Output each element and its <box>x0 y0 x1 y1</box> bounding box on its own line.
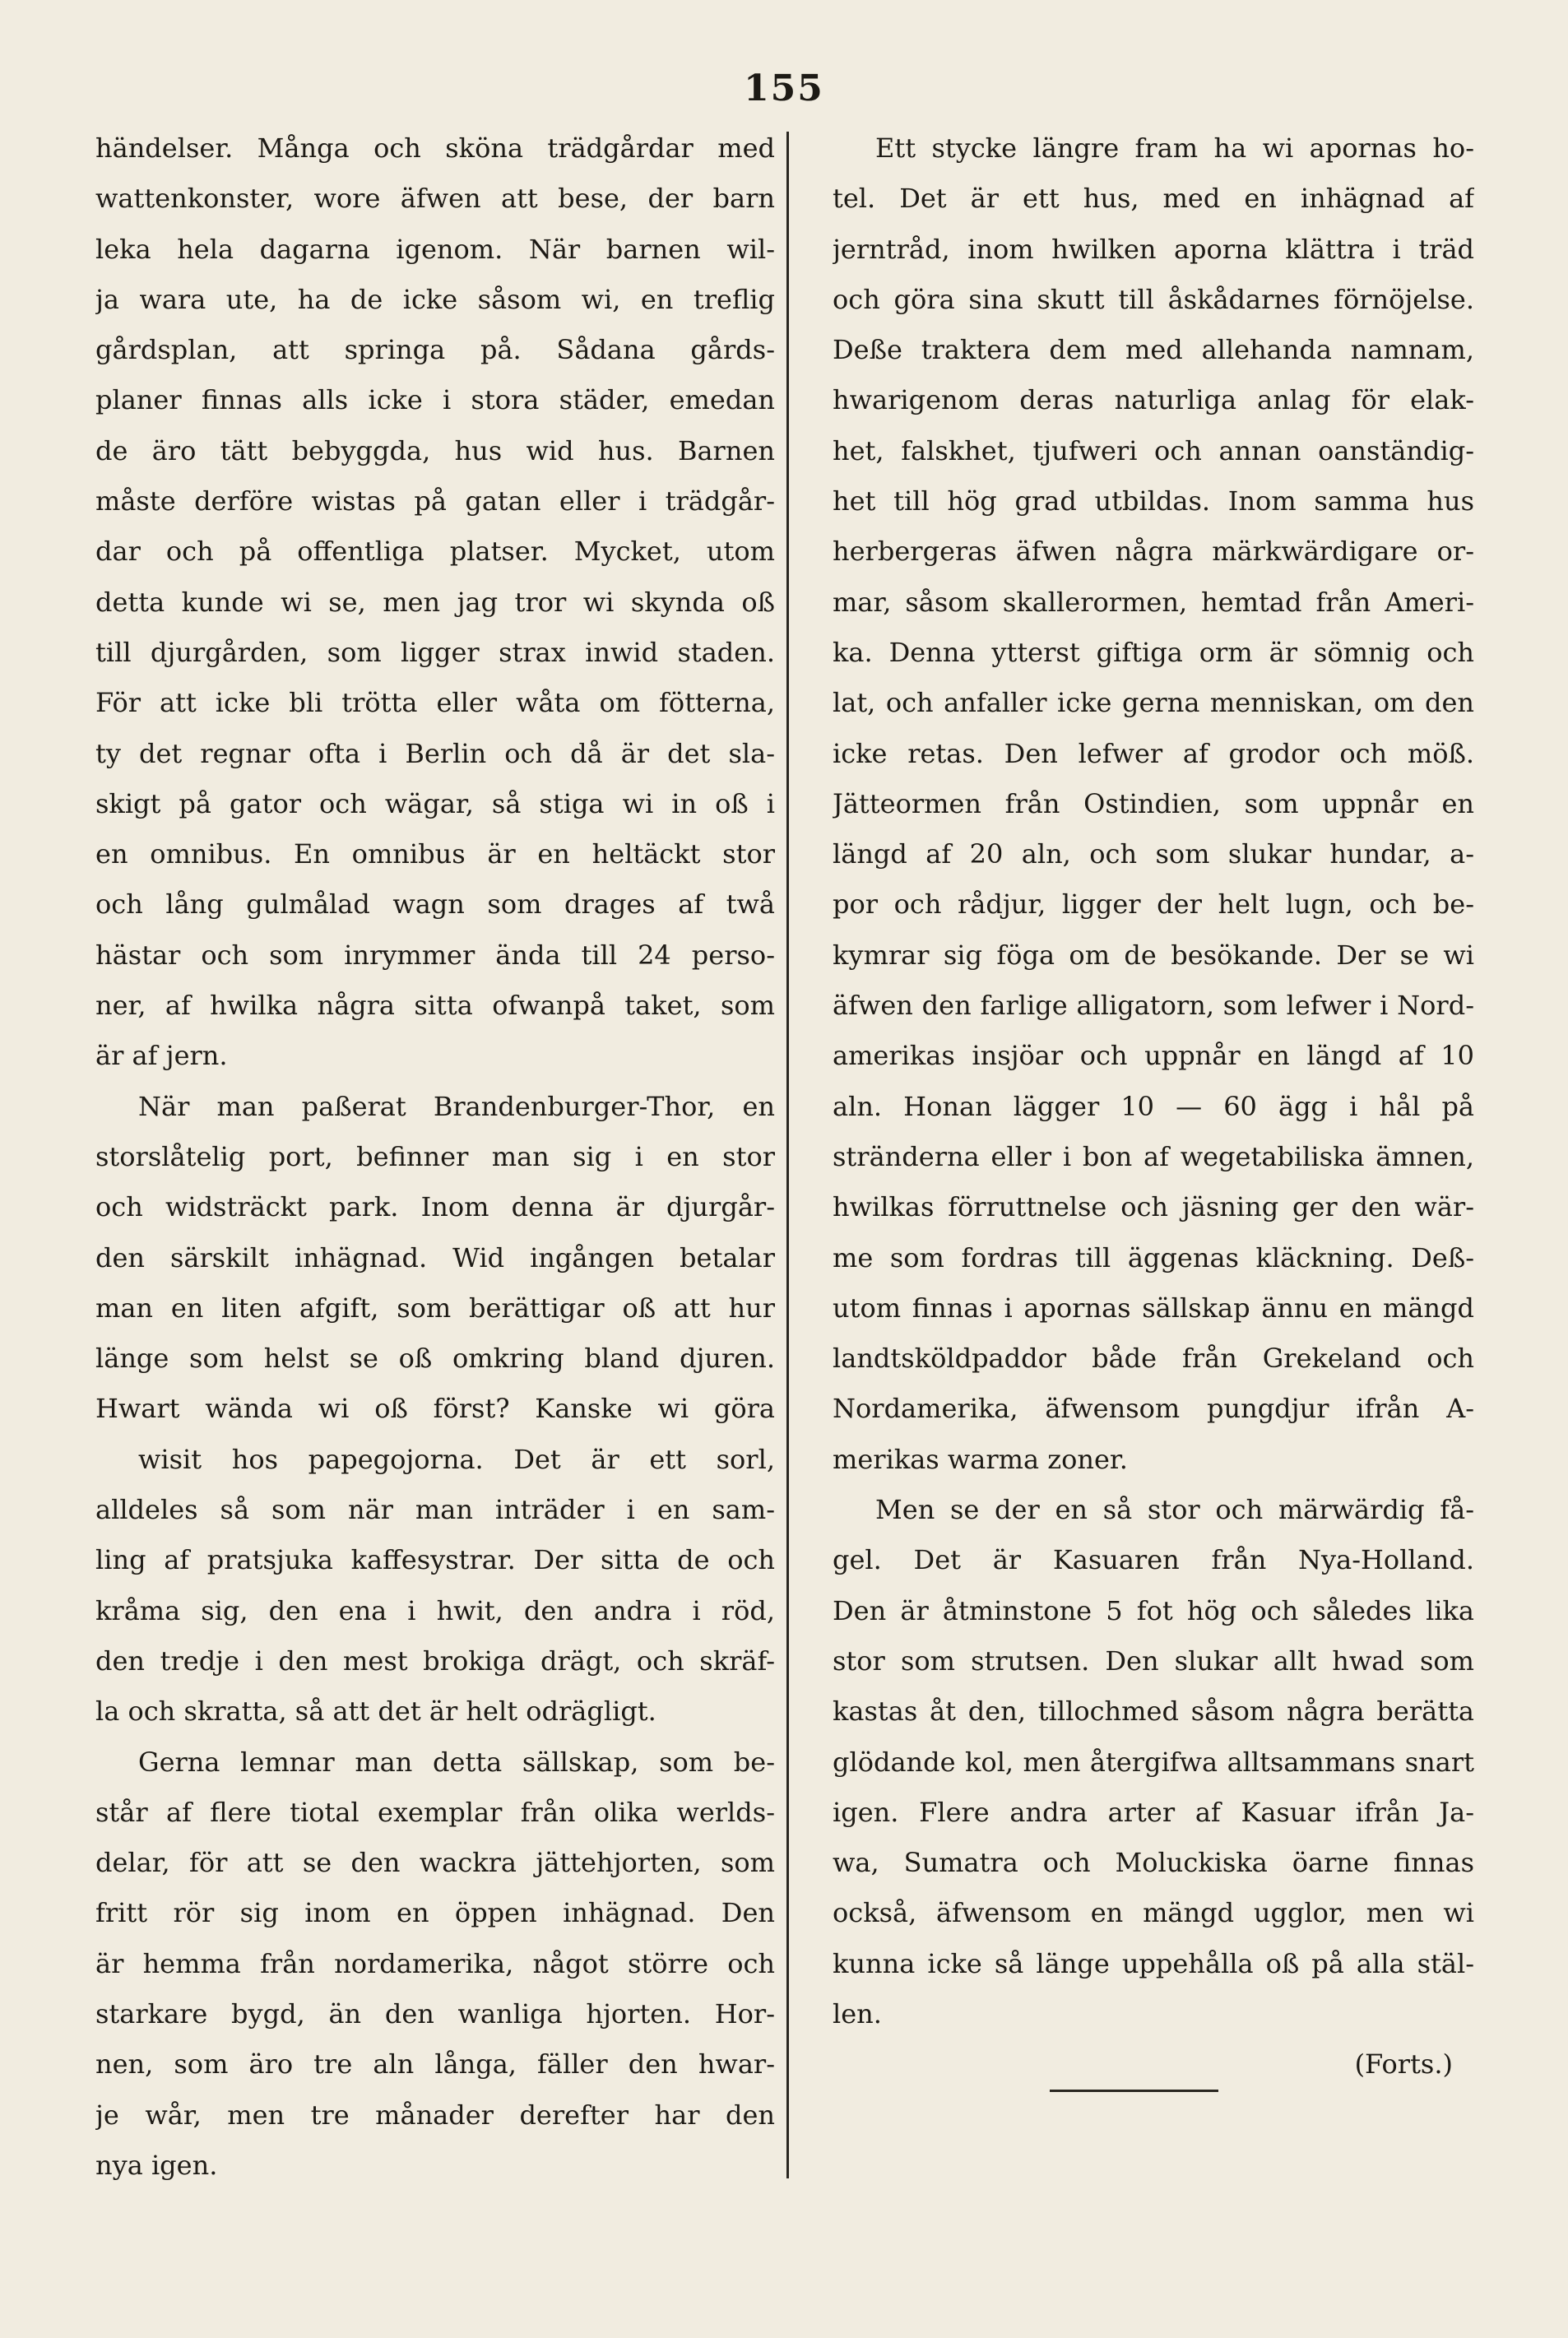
text-line: är af jern. <box>95 1040 228 1072</box>
text-line: wisit hos papegojorna. Det är ett sorl, <box>138 1443 775 1475</box>
text-line: mar, såsom skallerormen, hemtad från Ameri- <box>833 586 1474 618</box>
text-line: Men se der en så stor och märwärdig få- <box>875 1494 1474 1526</box>
text-line: händelser. Många och sköna trädgårdar med <box>95 132 775 164</box>
text-line: nya igen. <box>95 2149 218 2181</box>
text-line: igen. Flere andra arter af Kasuar ifrån Ja- <box>833 1796 1474 1828</box>
text-line: också, äfwensom en mängd ugglor, men wi <box>833 1897 1474 1929</box>
text-line: glödande kol, men återgifwa alltsammans snart <box>833 1746 1474 1778</box>
text-line: Den är åtminstone 5 fot hög och således lika <box>833 1594 1474 1626</box>
text-line: Jätteormen från Ostindien, som uppnår en <box>833 787 1474 819</box>
continuation-note: (Forts.) <box>1354 2048 1453 2081</box>
text-line: den särskilt inhägnad. Wid ingången betalar <box>95 1241 775 1273</box>
text-line: tel. Det är ett hus, med en inhägnad af <box>833 183 1474 215</box>
text-line: är hemma från nordamerika, något större och <box>95 1947 775 1979</box>
text-line: hästar och som inrymmer ända till 24 perso- <box>95 939 775 971</box>
text-line: lat, och anfaller icke gerna menniskan, om den <box>833 687 1474 719</box>
text-line: längd af 20 aln, och som slukar hundar, a- <box>833 838 1474 870</box>
text-line: ner, af hwilka några sitta ofwanpå taket, som <box>95 990 775 1022</box>
text-line: len. <box>833 1997 882 2030</box>
text-line: storslåtelig port, befinner man sig i en stor <box>95 1140 775 1172</box>
text-line: hwilkas förruttnelse och jäsning ger den wär- <box>833 1191 1474 1223</box>
text-line: icke retas. Den lefwer af grodor och möß. <box>833 737 1474 769</box>
text-line: När man paßerat Brandenburger-Thor, en <box>138 1090 775 1122</box>
text-line: kastas åt den, tillochmed såsom några berätta <box>833 1696 1474 1728</box>
text-line: Nordamerika, äfwensom pungdjur ifrån A- <box>833 1393 1474 1425</box>
text-line: Hwart wända wi oß först? Kanske wi göra <box>95 1393 775 1425</box>
text-line: Ett stycke längre fram ha wi apornas ho- <box>875 132 1474 164</box>
left-text-column <box>95 123 775 2191</box>
text-line: delar, för att se den wackra jättehjorten, som <box>95 1847 775 1879</box>
text-line: ja wara ute, ha de icke såsom wi, en treflig <box>95 283 775 315</box>
text-line: hwarigenom deras naturliga anlag för elak- <box>833 384 1474 416</box>
text-line: fritt rör sig inom en öppen inhägnad. Den <box>95 1897 775 1929</box>
text-line: la och skratta, så att det är helt odrägligt. <box>95 1696 656 1728</box>
text-line: wa, Sumatra och Moluckiska öarne finnas <box>833 1847 1474 1879</box>
text-line: alldeles så som när man inträder i en sam- <box>95 1494 775 1526</box>
text-line: och widsträckt park. Inom denna är djurgår- <box>95 1191 775 1223</box>
text-line: de äro tätt bebyggda, hus wid hus. Barnen <box>95 434 775 466</box>
text-line: gel. Det är Kasuaren från Nya-Holland. <box>833 1544 1474 1576</box>
text-line: jerntråd, inom hwilken aporna klättra i träd <box>833 233 1474 265</box>
text-line: detta kunde wi se, men jag tror wi skynda oß <box>95 586 775 618</box>
text-line: me som fordras till äggenas kläckning. Deß- <box>833 1241 1474 1273</box>
text-line: en omnibus. En omnibus är en heltäckt stor <box>95 838 775 870</box>
text-line: amerikas insjöar och uppnår en längd af 10 <box>833 1040 1474 1072</box>
text-line: Deße traktera dem med allehanda namnam, <box>833 334 1474 366</box>
text-line: het till hög grad utbildas. Inom samma hus <box>833 485 1474 517</box>
column-divider <box>786 132 789 2178</box>
text-line: kunna icke så länge uppehålla oß på alla stäl- <box>833 1947 1474 1979</box>
text-line: står af flere tiotal exemplar från olika werlds- <box>95 1796 775 1828</box>
text-line: por och rådjur, ligger der helt lugn, och be- <box>833 888 1474 921</box>
text-line: dar och på offentliga platser. Mycket, utom <box>95 536 775 568</box>
text-line: länge som helst se oß omkring bland djuren. <box>95 1343 775 1375</box>
text-line: gårdsplan, att springa på. Sådana gårds- <box>95 334 775 366</box>
text-line: och göra sina skutt till åskådarnes förnöjelse. <box>833 283 1474 315</box>
text-line: utom finnas i apornas sällskap ännu en mängd <box>833 1292 1474 1324</box>
text-line: planer finnas alls icke i stora städer, emedan <box>95 384 775 416</box>
text-line: den tredje i den mest brokiga drägt, och skräf- <box>95 1644 775 1677</box>
text-line: till djurgården, som ligger strax inwid staden. <box>95 636 775 668</box>
text-line: ling af pratsjuka kaffesystrar. Der sitta de och <box>95 1544 775 1576</box>
text-line: aln. Honan lägger 10 — 60 ägg i hål på <box>833 1090 1474 1122</box>
text-line: Gerna lemnar man detta sällskap, som be- <box>138 1746 775 1778</box>
text-line: wattenkonster, wore äfwen att bese, der barn <box>95 183 775 215</box>
text-line: nen, som äro tre aln långa, fäller den hwar- <box>95 2048 775 2081</box>
text-line: herbergeras äfwen några märkwärdigare or- <box>833 536 1474 568</box>
page-number: 155 <box>744 67 824 109</box>
text-line: leka hela dagarna igenom. När barnen wil- <box>95 233 775 265</box>
text-line: För att icke bli trötta eller wåta om fötterna, <box>95 687 775 719</box>
right-text-column <box>833 123 1474 2090</box>
text-line: starkare bygd, än den wanliga hjorten. Hor- <box>95 1997 775 2030</box>
text-line: je wår, men tre månader derefter har den <box>95 2099 775 2131</box>
text-line: stor som strutsen. Den slukar allt hwad som <box>833 1644 1474 1677</box>
text-line: kymrar sig föga om de besökande. Der se wi <box>833 939 1474 971</box>
text-line: ka. Denna ytterst giftiga orm är sömnig och <box>833 636 1474 668</box>
text-line: kråma sig, den ena i hwit, den andra i röd, <box>95 1594 775 1626</box>
text-line: och lång gulmålad wagn som drages af twå <box>95 888 775 921</box>
end-rule <box>1050 2090 1218 2092</box>
text-line: ty det regnar ofta i Berlin och då är det sla- <box>95 737 775 769</box>
text-line: stränderna eller i bon af wegetabiliska ämnen, <box>833 1140 1474 1172</box>
text-line: äfwen den farlige alligatorn, som lefwer i Nord- <box>833 990 1474 1022</box>
text-line: måste derföre wistas på gatan eller i trädgår- <box>95 485 775 517</box>
text-line: man en liten afgift, som berättigar oß att hur <box>95 1292 775 1324</box>
text-line: skigt på gator och wägar, så stiga wi in oß i <box>95 787 775 819</box>
text-line: landtsköldpaddor både från Grekeland och <box>833 1343 1474 1375</box>
text-line: merikas warma zoner. <box>833 1443 1128 1475</box>
text-line: het, falskhet, tjufweri och annan oanständig- <box>833 434 1474 466</box>
